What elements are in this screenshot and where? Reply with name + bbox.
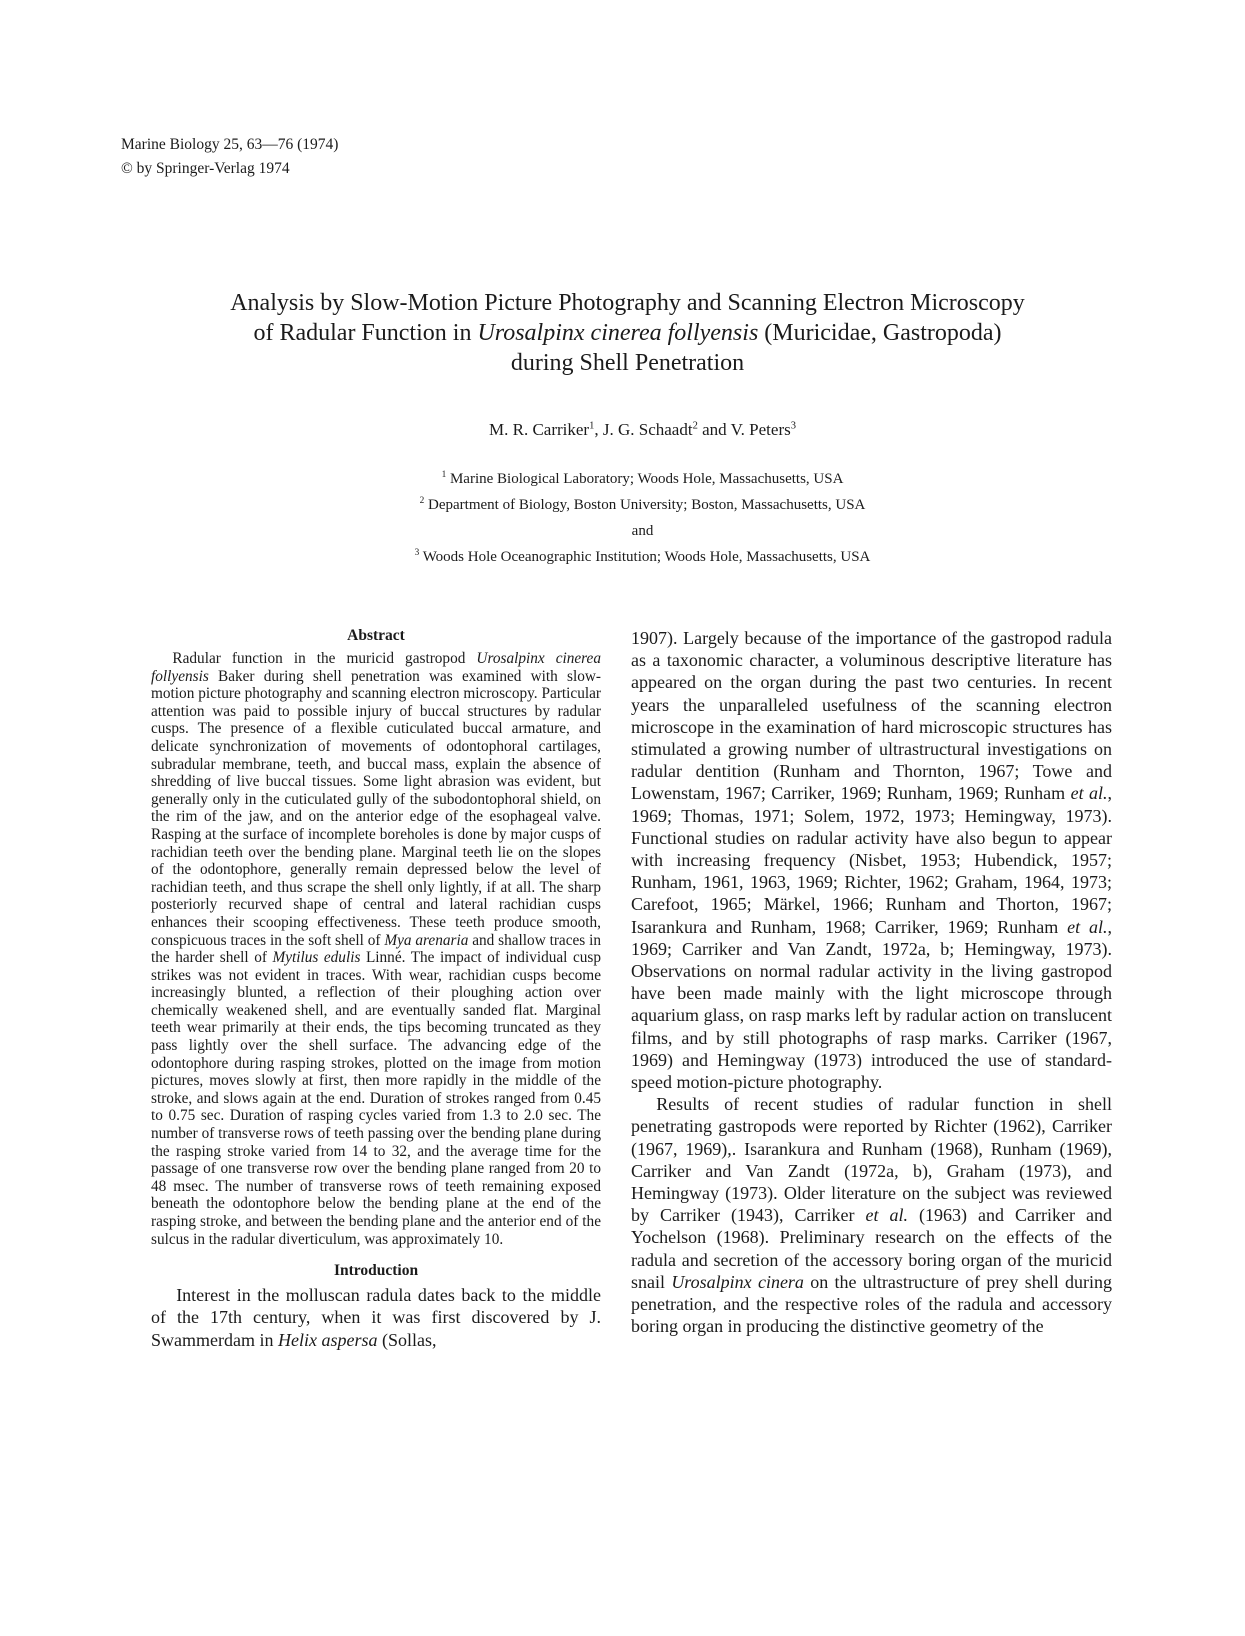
abstract-segment: Baker during shell penetration was examined with slow-motion picture photography and scanning electron microscopy. Particular attention was paid to possible injury of buccal structures by radular cusps. The presence of a flexible cuticulated buccal armature, and delicate synchronization of movements of odontophoral cartilages, subradular membrane, teeth, and buccal mass, explain the absence of shredding of live buccal tissues. Some light abrasion was evident, but generally only in the cuticulated gully of the subodontophoral shield, on the rim of the jaw, and on the anterior edge of the esophageal valve. Rasping at the surface of incomplete boreholes is done by major cusps of rachidian teeth over the bending plane. Marginal teeth lie on the slopes of the odontophore, generally remain depressed below the level of rachidian teeth, and thus scrape the shell only lightly, if at all. The sharp posteriorly recurved shape of central and lateral rachidian cusps enhances their scooping effectiveness. These teeth produce smooth, conspicuous traces in the soft shell of bbox=[151, 667, 601, 949]
body-segment: 1907). Largely because of the importance of the gastropod radula as a taxonomic character, a voluminous descriptive literature has appeared on the organ during the past two centuries. In recent years the unparalleled usefulness of the scanning electron microscope in the examination of hard microscopic structures has stimulated a growing number of ultrastructural investigations on radular dentition (Runham and Thornton, 1967; Towe and Lowenstam, 1967; Carriker, 1969; Runham, 1969; Runham bbox=[631, 628, 1112, 804]
body-segment: , 1969; Thomas, 1971; Solem, 1972, 1973; Hemingway, 1973). Functional studies on radular activity have also begun to appear with increasing frequency (Nisbet, 1953; Hubendick, 1957; Runham, 1961, 1963, 1969; Richter, 1962; Graham, 1964, 1973; Carefoot, 1965; Märkel, 1966; Runham and Thorton, 1967; Isarankura and Runham, 1968; Carriker, 1969; Runham bbox=[631, 783, 1112, 937]
abstract-text bbox=[151, 650, 601, 1248]
body-segment: Results of recent studies of radular function in shell penetrating gastropods were reported by Richter (1962), Carriker (1967, 1969),. Isarankura and Runham (1968), Runham (1969), Carriker and Van Zandt (1972a, b), Graham (1973), and Hemingway (1973). Older literature on the subject was reviewed by Carriker (1943), Carriker bbox=[631, 1094, 1112, 1226]
et-al: et al. bbox=[1070, 783, 1108, 804]
right-paragraph-1 bbox=[631, 627, 1112, 1093]
author-separator-2: and bbox=[697, 420, 731, 439]
author-list bbox=[0, 420, 1245, 440]
affiliation-2-mark: 2 bbox=[419, 496, 425, 506]
right-column bbox=[631, 627, 1112, 1338]
abstract-segment: Linné. The impact of individual cusp strikes was not evident in traces. With wear, rachidian cusps become increasingly blunted, a reflection of their ploughing action over chemically weakened shell, and are eventually sanded flat. Marginal teeth wear primarily at their ends, the tips becoming truncated as they pass lightly over the shell surface. The advancing edge of the odontophore during rasping strokes, plotted on the image from motion pictures, moves slowly at first, then more rapidly in the middle of the stroke, and slows again at the end. Duration of strokes ranged from 0.45 to 0.75 sec. Duration of rasping cycles varied from 1.3 to 2.0 sec. The number of transverse rows of teeth passing over the bending plane during the rasping stroke varied from 14 to 32, and the average time for the passage of one transverse row over the bending plane ranged from 20 to 48 msec. The number of transverse rows of teeth remaining exposed beneath the odontophore below the bending plane at the end of the rasping stroke, and between the bending plane and the anterior end of the sulcus in the radular diverticulum, was approximately 10. bbox=[151, 949, 601, 1248]
et-al: et al. bbox=[1067, 916, 1108, 937]
journal-copyright: © by Springer-Verlag 1974 bbox=[121, 160, 290, 177]
affiliation-3-text: Woods Hole Oceanographic Institution; Woods Hole, Massachusetts, USA bbox=[419, 549, 871, 565]
abstract-species-name: Mytilus edulis bbox=[272, 949, 361, 967]
abstract-segment: Radular function in the muricid gastropod bbox=[172, 650, 477, 667]
affiliation-1-text: Marine Biological Laboratory; Woods Hole, Massachusetts, USA bbox=[446, 471, 844, 487]
journal-header bbox=[121, 133, 338, 181]
title-line-2-pre: of Radular Function in bbox=[253, 320, 478, 346]
intro-species-name: Helix aspersa bbox=[277, 1329, 378, 1350]
affiliation-3 bbox=[20, 544, 1245, 570]
title-line-2-post: (Muricidae, Gastropoda) bbox=[758, 320, 1002, 346]
abstract-species-name: Mya arenaria bbox=[384, 931, 469, 949]
author-separator-1: , bbox=[594, 420, 603, 439]
left-column bbox=[151, 627, 601, 1351]
author-2-affiliation-mark: 2 bbox=[692, 420, 698, 432]
affiliation-1 bbox=[20, 466, 1245, 492]
affiliation-2 bbox=[20, 492, 1245, 518]
affiliation-1-mark: 1 bbox=[441, 470, 447, 480]
affiliation-3-mark: 3 bbox=[414, 548, 420, 558]
affiliations bbox=[0, 466, 1245, 570]
introduction-paragraph bbox=[151, 1284, 601, 1351]
right-paragraph-2 bbox=[631, 1093, 1112, 1337]
body-segment: (1963) and Carriker and Yochelson (1968). Preliminary research on the effects of the radula and secretion of the accessory boring organ of the muricid snail bbox=[631, 1205, 1112, 1292]
affiliation-2-text: Department of Biology, Boston University; Boston, Massachusetts, USA bbox=[424, 497, 866, 513]
journal-citation: Marine Biology 25, 63—76 (1974) bbox=[121, 136, 339, 153]
body-species-name: Urosalpinx cinera bbox=[671, 1271, 804, 1292]
title-line-2 bbox=[110, 318, 1145, 348]
affiliation-and: and bbox=[631, 523, 654, 539]
intro-segment: (Sollas, bbox=[377, 1329, 437, 1350]
et-al: et al. bbox=[865, 1205, 908, 1226]
title-line-3: during Shell Penetration bbox=[510, 350, 745, 376]
title-line-1: Analysis by Slow-Motion Picture Photography and Scanning Electron Microscopy bbox=[230, 290, 1025, 316]
author-3-affiliation-mark: 3 bbox=[790, 420, 796, 432]
introduction-heading: Introduction bbox=[333, 1262, 419, 1280]
abstract-heading: Abstract bbox=[347, 627, 405, 644]
abstract-segment: and shallow traces in the harder shell of bbox=[151, 931, 601, 967]
author-1: M. R. Carriker bbox=[489, 420, 590, 439]
author-3: V. Peters bbox=[730, 420, 791, 439]
body-segment: on the ultrastructure of prey shell during penetration, and the respective roles of the radula and accessory boring organ in producing the distinctive geometry of the bbox=[631, 1271, 1112, 1337]
author-1-affiliation-mark: 1 bbox=[589, 420, 595, 432]
author-2: J. G. Schaadt bbox=[602, 420, 693, 439]
intro-segment: Interest in the molluscan radula dates back to the middle of the 17th century, when it was first discovered by J. Swammerdam in bbox=[151, 1285, 601, 1350]
abstract-species-name: Urosalpinx cinerea follyensis bbox=[151, 650, 601, 685]
title-species-name: Urosalpinx cinerea follyensis bbox=[477, 320, 759, 346]
paper-title bbox=[110, 288, 1145, 378]
body-segment: , 1969; Carriker and Van Zandt, 1972a, b; Hemingway, 1973). Observations on normal radular activity in the living gastropod have been made mainly with the light microscope through aquarium glass, on rasp marks left by radular action on translucent films, and by still photographs of rasp marks. Carriker (1967, 1969) and Hemingway (1973) introduced the use of standard-speed motion-picture photography. bbox=[631, 916, 1112, 1093]
